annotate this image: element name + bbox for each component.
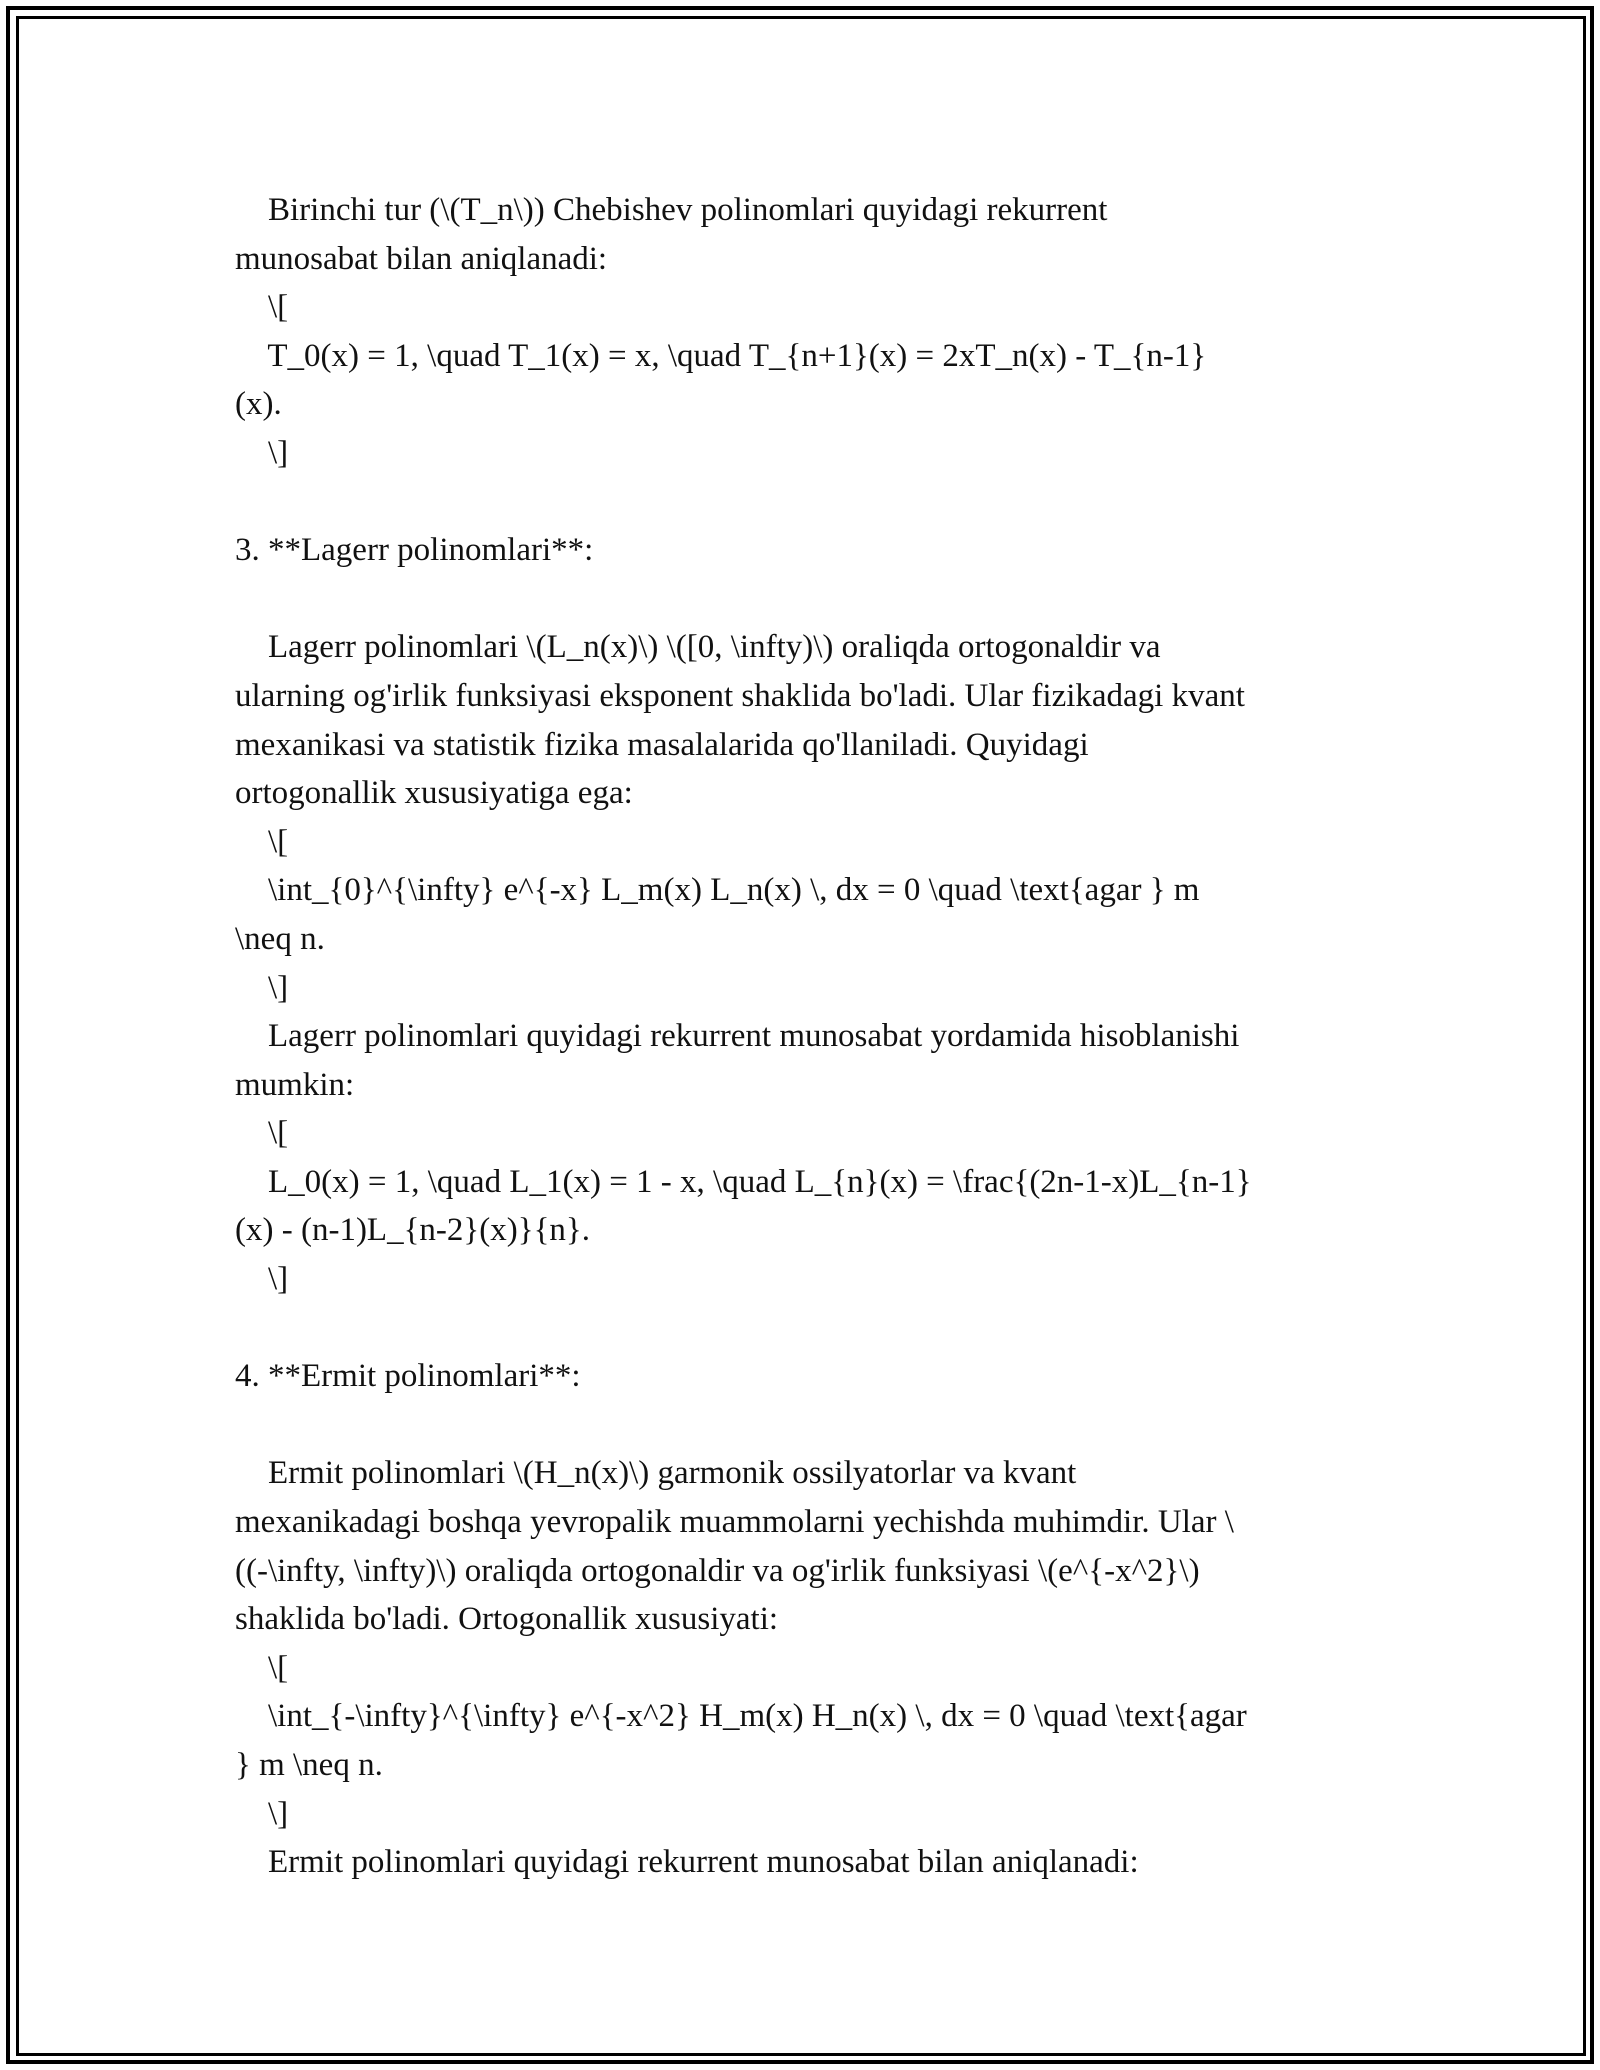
text-line: Ermit polinomlari \(H_n(x)\) garmonik ossilyatorlar va kvant [235, 1455, 1077, 1492]
section-heading-lagerr: 3. **Lagerr polinomlari**: [235, 532, 594, 569]
text-line: } m \neq n. [235, 1747, 383, 1783]
text-line: \] [235, 1261, 289, 1298]
text-line: \] [235, 1795, 289, 1832]
text-line: \[ [235, 1649, 289, 1686]
text-line: \[ [235, 823, 289, 860]
text-line: \int_{-\infty}^{\infty} e^{-x^2} H_m(x) H_n(x) \, dx = 0 \quad \text{agar [235, 1698, 1247, 1735]
text-line: \[ [235, 289, 289, 326]
text-line: Lagerr polinomlari quyidagi rekurrent munosabat yordamida hisoblanishi [235, 1018, 1240, 1055]
text-line: \int_{0}^{\infty} e^{-x} L_m(x) L_n(x) \, dx = 0 \quad \text{agar } m [235, 872, 1200, 909]
text-line: munosabat bilan aniqlanadi: [235, 240, 608, 277]
text-line: Lagerr polinomlari \(L_n(x)\) \([0, \infty)\) oraliqda ortogonaldir va [235, 629, 1161, 666]
text-line: \neq n. [235, 920, 325, 957]
text-line: ularning og'irlik funksiyasi eksponent shaklida bo'ladi. Ular fizikadagi kvant [235, 677, 1245, 714]
blank-line [235, 1304, 1367, 1353]
text-line: mexanikasi va statistik fizika masalalarida qo'llaniladi. Quyidagi [235, 726, 1089, 763]
text-line: \] [235, 434, 289, 471]
text-line: T_0(x) = 1, \quad T_1(x) = x, \quad T_{n+1}(x) = 2xT_n(x) - T_{n-1} [235, 337, 1207, 374]
text-line: Ermit polinomlari quyidagi rekurrent munosabat bilan aniqlanadi: [235, 1844, 1139, 1881]
text-line: ortogonallik xususiyatiga ega: [235, 775, 633, 812]
blank-line [235, 575, 1367, 624]
text-line: (x). [235, 386, 282, 423]
text-line: shaklida bo'ladi. Ortogonallik xususiyati: [235, 1601, 779, 1638]
text-line: mexanikadagi boshqa yevropalik muammolarni yechishda muhimdir. Ular \ [235, 1504, 1234, 1541]
text-line: \] [235, 969, 289, 1006]
text-line: Birinchi tur (\(T_n\)) Chebishev polinomlari quyidagi rekurrent [235, 192, 1108, 228]
blank-line [235, 478, 1367, 527]
text-line: mumkin: [235, 1066, 355, 1103]
text-line: \[ [235, 1115, 289, 1152]
text-line: ((-\infty, \infty)\) oraliqda ortogonaldir va og'irlik funksiyasi \(e^{-x^2}\) [235, 1552, 1200, 1589]
text-line: (x) - (n-1)L_{n-2}(x)}{n}. [235, 1212, 591, 1249]
blank-line [235, 1401, 1367, 1450]
section-heading-ermit: 4. **Ermit polinomlari**: [235, 1358, 581, 1395]
document-body [235, 186, 1367, 1887]
text-line: L_0(x) = 1, \quad L_1(x) = 1 - x, \quad L_{n}(x) = \frac{(2n-1-x)L_{n-1} [235, 1163, 1252, 1200]
